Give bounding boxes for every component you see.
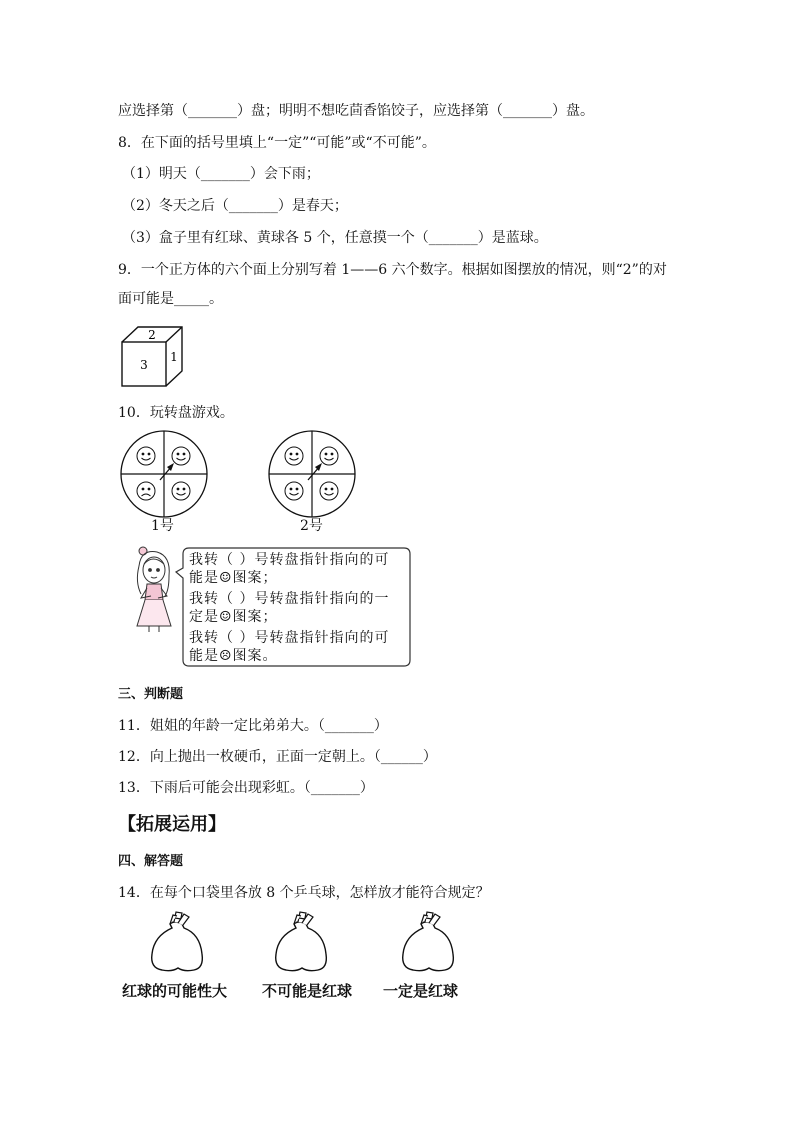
q7-continuation: 应选择第（_______）盘；明明不想吃茴香馅饺子，应选择第（_______）盘。 bbox=[118, 103, 594, 119]
smile-icon bbox=[172, 447, 190, 465]
q8-item-1: （1）明天（_______）会下雨； bbox=[122, 166, 320, 182]
cube-top-number: 2 bbox=[148, 328, 156, 342]
q8-item-2: （2）冬天之后（_______）是春天； bbox=[122, 198, 348, 214]
smile-icon bbox=[285, 482, 303, 500]
smile-icon bbox=[137, 447, 155, 465]
extension-heading: 【拓展运用】 bbox=[118, 814, 226, 835]
q8-stem: 8．在下面的括号里填上“一定”“可能”或“不可能”。 bbox=[118, 135, 436, 151]
smile-icon bbox=[320, 447, 338, 465]
spinner-1 bbox=[119, 430, 209, 520]
smile-icon bbox=[172, 482, 190, 500]
q11: 11．姐姐的年龄一定比弟弟大。（_______） bbox=[118, 718, 388, 734]
spinner-2 bbox=[267, 430, 357, 520]
q9-stem-line2: 面可能是_____。 bbox=[118, 291, 223, 307]
pointer-arrow-icon bbox=[308, 463, 322, 480]
bubble-line-6: 能是☹图案。 bbox=[189, 648, 278, 664]
q13: 13．下雨后可能会出现彩虹。（_______） bbox=[118, 780, 374, 796]
bag-icon bbox=[148, 910, 208, 974]
bag-label-1: 红球的可能性大 bbox=[122, 982, 228, 1000]
smile-icon bbox=[320, 482, 338, 500]
q8-item-3: （3）盒子里有红球、黄球各 5 个，任意摸一个（_______）是蓝球。 bbox=[122, 230, 548, 246]
girl-illustration bbox=[131, 546, 179, 634]
cube-figure bbox=[119, 324, 189, 388]
q9-stem-line1: 9．一个正方体的六个面上分别写着 1——6 六个数字。根据如图摆放的情况，则“2”的对 bbox=[118, 262, 667, 278]
bag-label-3: 一定是红球 bbox=[383, 982, 459, 1000]
spinner-2-label: 2号 bbox=[300, 518, 323, 534]
bubble-line-2: 能是☺图案； bbox=[189, 570, 278, 586]
bag-icon bbox=[399, 910, 459, 974]
cube-right-number: 1 bbox=[170, 350, 178, 364]
cube-front-number: 3 bbox=[140, 358, 148, 372]
frown-icon bbox=[137, 482, 155, 500]
pointer-arrow-icon bbox=[160, 463, 174, 480]
q14-stem: 14．在每个口袋里各放 8 个乒乓球，怎样放才能符合规定？ bbox=[118, 885, 490, 901]
bubble-line-5: 我转（ ）号转盘指针指向的可 bbox=[189, 630, 390, 646]
bag-icon bbox=[272, 910, 332, 974]
bubble-line-1: 我转（ ）号转盘指针指向的可 bbox=[189, 552, 390, 568]
smile-icon bbox=[285, 447, 303, 465]
bubble-line-4: 定是☺图案； bbox=[189, 609, 278, 625]
spinner-1-label: 1号 bbox=[151, 518, 174, 534]
bubble-line-3: 我转（ ）号转盘指针指向的一 bbox=[189, 591, 390, 607]
q12: 12．向上抛出一枚硬币，正面一定朝上。（______） bbox=[118, 749, 437, 765]
bag-label-2: 不可能是红球 bbox=[262, 982, 353, 1000]
section-4-heading: 四、解答题 bbox=[118, 854, 184, 869]
section-3-heading: 三、判断题 bbox=[118, 687, 184, 702]
q10-stem: 10．玩转盘游戏。 bbox=[118, 405, 234, 421]
